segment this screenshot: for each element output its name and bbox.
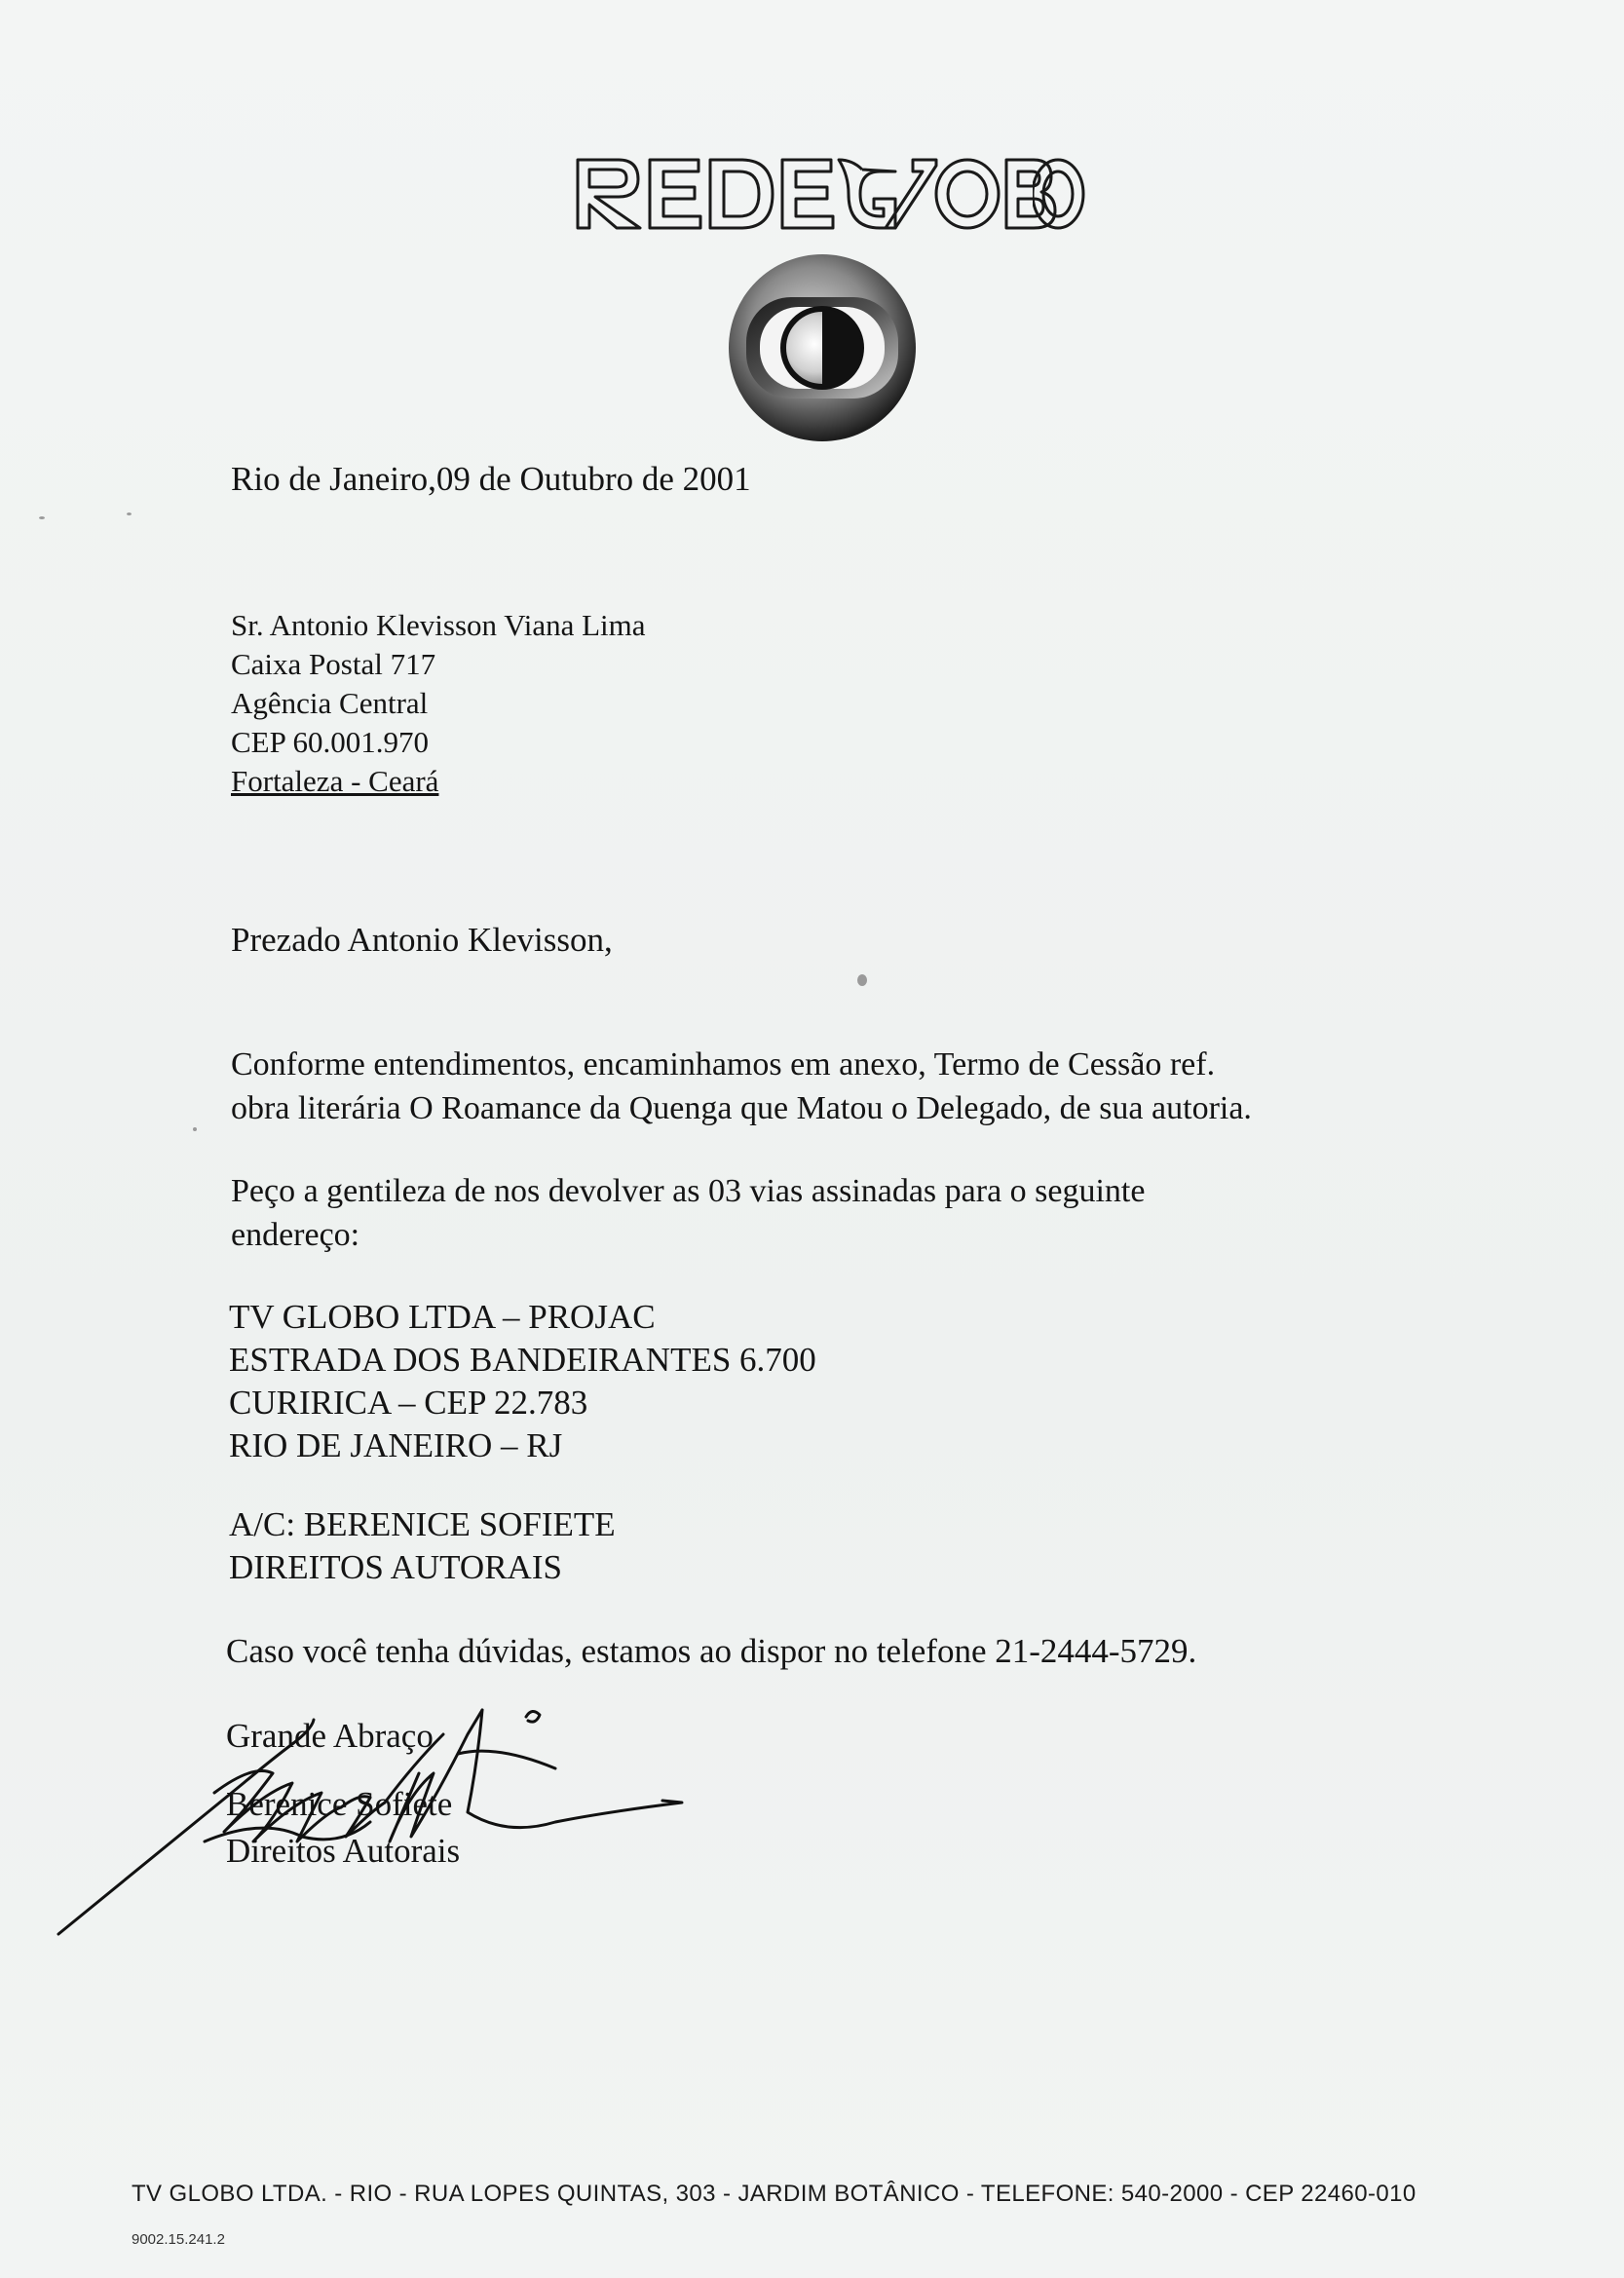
scan-speck [39,516,45,519]
handwritten-signature [49,1676,711,1949]
recipient-name: Sr. Antonio Klevisson Viana Lima [231,608,646,642]
closing-greeting: Grande Abraço [226,1717,434,1755]
attention-block [229,1503,616,1589]
body-paragraph-2-line-2: endereço: [231,1217,360,1253]
letter-date: Rio de Janeiro,09 de Outubro de 2001 [231,460,751,498]
recipient-city: Fortaleza - Ceará [231,764,439,798]
scan-speck [857,974,867,986]
return-address-line-1: TV GLOBO LTDA – PROJAC [229,1298,656,1336]
scan-speck [193,1127,197,1131]
wordmark-final-o [1033,146,1091,239]
scan-speck [127,513,132,515]
footer-company-line: TV GLOBO LTDA. - RIO - RUA LOPES QUINTAS, 303 - JARDIM BOTÂNICO - TELEFONE: 540-2000 - CEP 22460-010 [132,2181,1416,2207]
form-code: 9002.15.241.2 [132,2231,225,2248]
signer-name: Berenice Sofiete [226,1785,453,1823]
rede-globo-wordmark-logo [570,146,1067,239]
body-paragraph-1-line-1: Conforme entendimentos, encaminhamos em anexo, Termo de Cessão ref. [231,1046,1216,1082]
return-address-line-3: CURIRICA – CEP 22.783 [229,1384,588,1422]
recipient-po-box: Caixa Postal 717 [231,647,436,681]
recipient-cep: CEP 60.001.970 [231,725,429,759]
body-paragraph-2 [231,1169,1145,1257]
return-address-block [229,1296,816,1467]
recipient-agency: Agência Central [231,686,429,720]
globo-emblem-logo [725,250,920,445]
salutation: Prezado Antonio Klevisson, [231,921,613,959]
signer-department: Direitos Autorais [226,1832,461,1870]
attention-line-2: DIREITOS AUTORAIS [229,1548,562,1586]
contact-line: Caso você tenha dúvidas, estamos ao dispor no telefone 21-2444-5729. [226,1632,1197,1670]
attention-line-1: A/C: BERENICE SOFIETE [229,1505,616,1543]
return-address-line-2: ESTRADA DOS BANDEIRANTES 6.700 [229,1341,816,1379]
return-address-line-4: RIO DE JANEIRO – RJ [229,1426,563,1464]
recipient-address [231,606,646,801]
body-paragraph-1 [231,1043,1252,1130]
body-paragraph-1-line-2: obra literária O Roamance da Quenga que Matou o Delegado, de sua autoria. [231,1090,1252,1126]
body-paragraph-2-line-1: Peço a gentileza de nos devolver as 03 vias assinadas para o seguinte [231,1173,1146,1209]
